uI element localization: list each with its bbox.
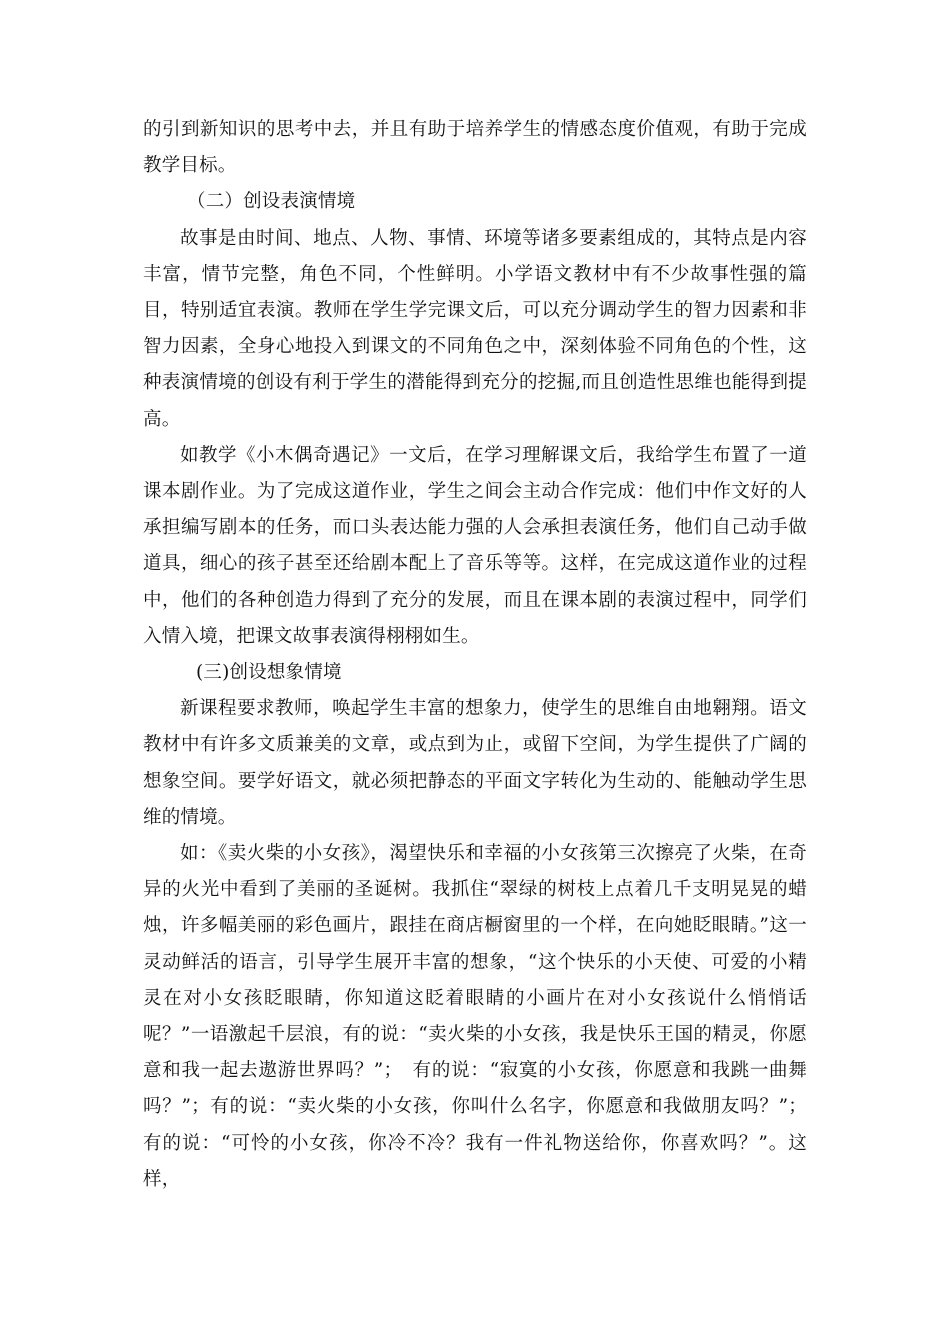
- paragraph-match-girl-example: 如：《卖火柴的小女孩》，渴望快乐和幸福的小女孩第三次擦亮了火柴，在奇异的火光中看到了美丽的圣诞树。我抓住“翠绿的树枝上点着几千支明晃晃的蜡烛，许多幅美丽的彩色画片，跟挂在商店橱窗里的一个样，在向她眨眼睛。”这一灵动鲜活的语言，引导学生展开丰富的想象，“这个快乐的小天使、可爱的小精灵在对小女孩眨眼睛，你知道这眨着眼睛的小画片在对小女孩说什么悄悄话呢？”一语激起千层浪，有的说：“卖火柴的小女孩，我是快乐王国的精灵，你愿意和我一起去遨游世界吗？”； 有的说：“寂寞的小女孩，你愿意和我跳一曲舞吗？”；有的说：“卖火柴的小女孩，你叫什么名字，你愿意和我做朋友吗？”；有的说：“可怜的小女孩，你冷不冷？我有一件礼物送给你，你喜欢吗？”。这样，: [143, 843, 807, 1190]
- document-body: [143, 112, 807, 1198]
- section-heading-performance: （二）创设表演情境: [187, 191, 356, 213]
- paragraph-puppet-example: 如教学《小木偶奇遇记》一文后，在学习理解课文后，我给学生布置了一道课本剧作业。为了完成这道作业，学生之间会主动合作完成：他们中作文好的人承担编写剧本的任务，而口头表达能力强的人会承担表演任务，他们自己动手做道具，细心的孩子甚至还给剧本配上了音乐等等。这样，在完成这道作业的过程中，他们的各种创造力得到了充分的发展，而且在课本剧的表演过程中，同学们入情入境，把课文故事表演得栩栩如生。: [143, 444, 807, 647]
- paragraph-imagination-intro: 新课程要求教师，唤起学生丰富的想象力，使学生的思维自由地翱翔。语文教材中有许多文质兼美的文章，或点到为止，或留下空间，为学生提供了广阔的想象空间。要学好语文，就必须把静态的平面文字转化为生动的、能触动学生思维的情境。: [143, 698, 807, 828]
- section-heading-imagination: (三)创设想象情境: [196, 662, 342, 684]
- paragraph-continuation: 的引到新知识的思考中去，并且有助于培养学生的情感态度价值观，有助于完成教学目标。: [143, 119, 807, 177]
- paragraph-story-elements: 故事是由时间、地点、人物、事情、环境等诸多要素组成的，其特点是内容丰富，情节完整，角色不同，个性鲜明。小学语文教材中有不少故事性强的篇目，特别适宜表演。教师在学生学完课文后，可以充分调动学生的智力因素和非智力因素，全身心地投入到课文的不同角色之中，深刻体验不同角色的个性，这种表演情境的创设有利于学生的潜能得到充分的挖掘,而且创造性思维也能得到提高。: [143, 227, 807, 430]
